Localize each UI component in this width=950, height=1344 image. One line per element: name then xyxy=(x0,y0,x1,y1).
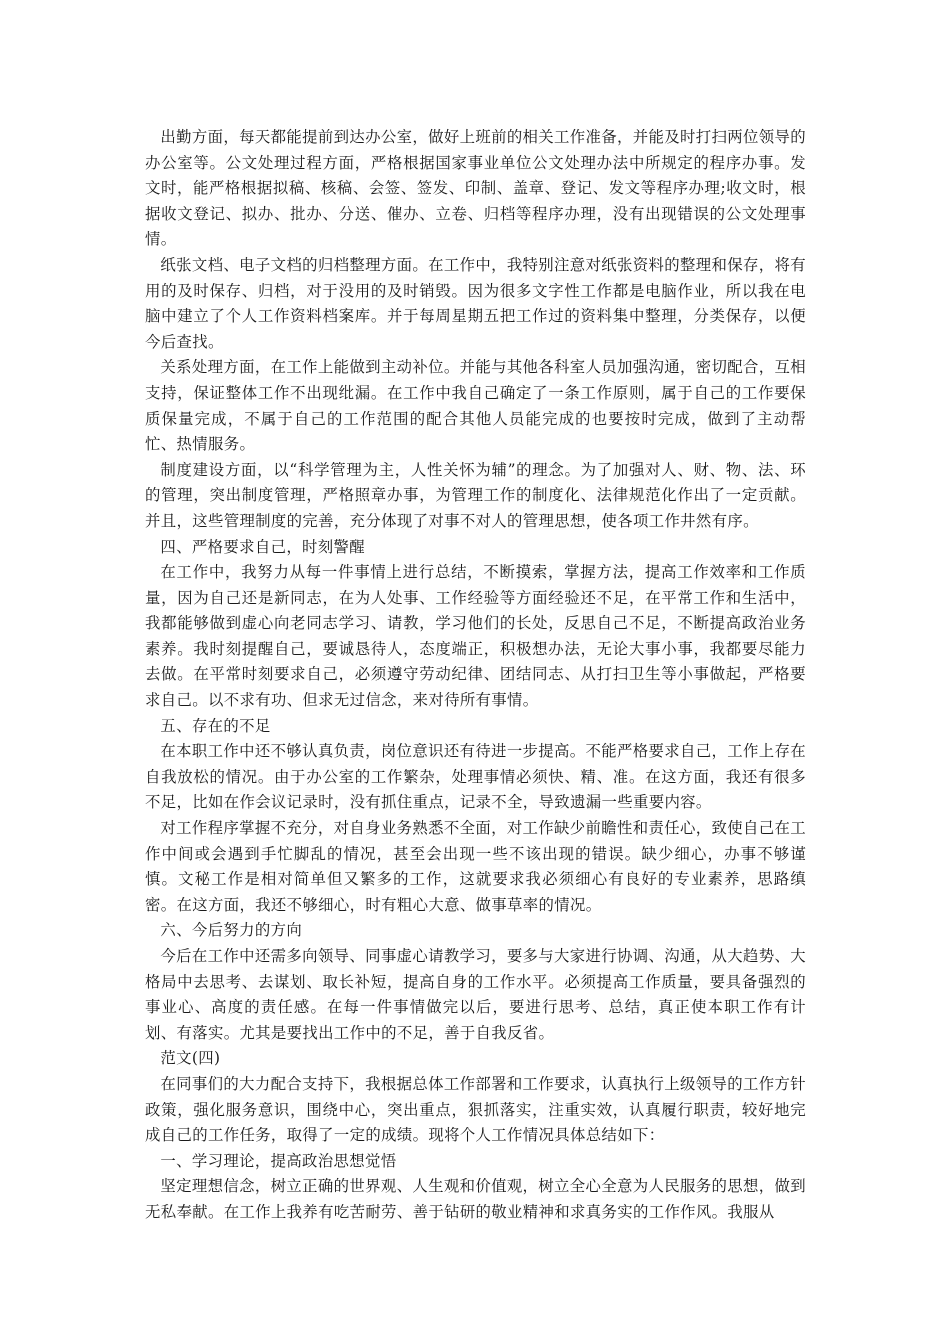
section-heading-6: 六、今后努力的方向 xyxy=(160,921,303,940)
paragraph-shortcomings-2: 对工作程序掌握不充分，对自身业务熟悉不全面，对工作缺少前瞻性和责任心，致使自己在工作中间或会遇到手忙脚乱的情况，甚至会出现一些不该出现的错误。缺少细心，办事不够谨慎。文秘工作是相对简单但又繁多的工作，这就要求我必须细心有良好的专业素养，思路缜密。在这方面，我还不够细心，时有粗心大意、做事草率的情况。 xyxy=(145,819,806,914)
paragraph-future-direction: 今后在工作中还需多向领导、同事虚心请教学习，要多与大家进行协调、沟通，从大趋势、大格局中去思考、去谋划、取长补短，提高自身的工作水平。必须提高工作质量，要具备强烈的事业心、高度的责任感。在每一件事情做完以后，要进行思考、总结，真正使本职工作有计划、有落实。尤其是要找出工作中的不足，善于自我反省。 xyxy=(145,947,806,1042)
paragraph-attendance: 出勤方面，每天都能提前到达办公室，做好上班前的相关工作准备，并能及时打扫两位领导的办公室等。公文处理过程方面，严格根据国家事业单位公文处理办法中所规定的程序办事。发文时，能严格根据拟稿、核稿、会签、签发、印制、盖章、登记、发文等程序办理;收文时，根据收文登记、拟办、批办、分送、催办、立卷、归档等程序办理，没有出现错误的公文处理事情。 xyxy=(145,128,806,249)
paragraph-sample-intro: 在同事们的大力配合支持下，我根据总体工作部署和工作要求，认真执行上级领导的工作方针政策，强化服务意识，围绕中心，突出重点，狠抓落实，注重实效，认真履行职责，较好地完成自己的工作任务，取得了一定的成绩。现将个人工作情况具体总结如下： xyxy=(145,1074,806,1145)
paragraph-relations: 关系处理方面，在工作上能做到主动补位。并能与其他各科室人员加强沟通，密切配合，互相支持，保证整体工作不出现纰漏。在工作中我自己确定了一条工作原则，属于自己的工作要保质保量完成，不属于自己的工作范围的配合其他人员能完成的也要按时完成，做到了主动帮忙、热情服务。 xyxy=(145,358,806,454)
document-body xyxy=(145,125,806,1226)
sample-title: 范文(四) xyxy=(160,1049,221,1068)
paragraph-shortcomings-1: 在本职工作中还不够认真负责，岗位意识还有待进一步提高。不能严格要求自己，工作上存在自我放松的情况。由于办公室的工作繁杂，处理事情必须快、精、准。在这方面，我还有很多不足，比如在作会议记录时，没有抓住重点，记录不全，导致遗漏一些重要内容。 xyxy=(145,742,806,812)
section-heading-1: 一、学习理论，提高政治思想觉悟 xyxy=(160,1151,397,1170)
paragraph-ideals: 坚定理想信念，树立正确的世界观、人生观和价值观，树立全心全意为人民服务的思想，做到无私奉献。在工作上我养有吃苦耐劳、善于钻研的敬业精神和求真务实的工作作风。我服从 xyxy=(145,1177,806,1221)
paragraph-archiving: 纸张文档、电子文档的归档整理方面。在工作中，我特别注意对纸张资料的整理和保存，将有用的及时保存、归档，对于没用的及时销毁。因为很多文字性工作都是电脑作业，所以我在电脑中建立了个人工作资料档案库。并于每周星期五把工作过的资料集中整理，分类保存，以便今后查找。 xyxy=(145,255,806,351)
section-heading-4: 四、严格要求自己，时刻警醒 xyxy=(160,537,366,556)
paragraph-system-building: 制度建设方面，以“科学管理为主，人性关怀为辅”的理念。为了加强对人、财、物、法、环的管理，突出制度管理，严格照章办事，为管理工作的制度化、法律规范化作出了一定贡献。并且，这些管理制度的完善，充分体现了对事不对人的管理思想，使各项工作井然有序。 xyxy=(145,460,806,530)
paragraph-self-discipline: 在工作中，我努力从每一件事情上进行总结，不断摸索，掌握方法，提高工作效率和工作质量，因为自己还是新同志，在为人处事、工作经验等方面经验还不足，在平常工作和生活中，我都能够做到虚心向老同志学习、请教，学习他们的长处，反思自己不足，不断提高政治业务素养。我时刻提醒自己，要诚恳待人，态度端正，积极想办法，无论大事小事，我都要尽能力去做。在平常时刻要求自己，必须遵守劳动纪律、团结同志、从打扫卫生等小事做起，严格要求自己。以不求有功、但求无过信念，来对待所有事情。 xyxy=(145,563,806,710)
section-heading-5: 五、存在的不足 xyxy=(160,716,271,735)
